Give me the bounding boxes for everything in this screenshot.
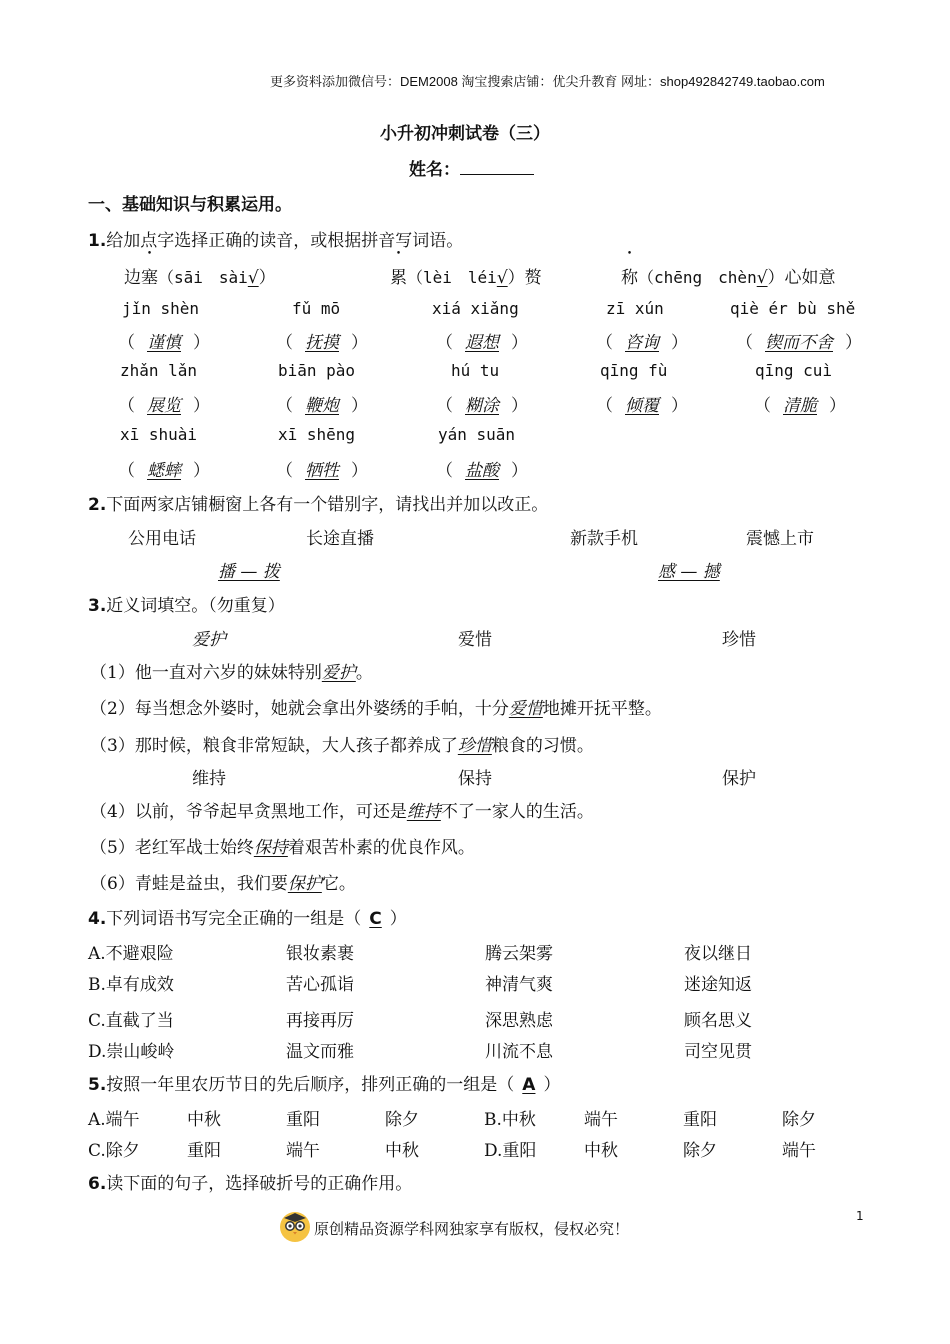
synonym-option: 爱护 — [192, 630, 226, 650]
pronunciation-item: 边塞（sāi sài√） — [124, 263, 276, 288]
pinyin: xī shēng — [278, 425, 356, 444]
shop-sign: 公用电话 — [128, 529, 196, 549]
word-answer: （ 咨询 ） — [596, 333, 688, 353]
option-word: 温文而雅 — [286, 1042, 354, 1062]
option-item: 中秋 — [385, 1141, 419, 1161]
pinyin: qīng fù — [600, 361, 668, 380]
option-item: 中秋 — [187, 1110, 221, 1130]
name-blank — [460, 158, 534, 175]
option-word: 腾云架雾 — [485, 944, 553, 964]
shop-sign: 震憾上市 — [746, 529, 814, 549]
word-answer: （ 谨慎 ） — [118, 333, 210, 353]
pinyin: zī xún — [606, 299, 664, 318]
option-item: 除夕 — [683, 1141, 717, 1161]
pinyin: qiè ér bù shě — [730, 299, 856, 318]
pronunciation-item: 称（chēng chèn√）心如意 — [621, 263, 836, 288]
option-item: D.重阳 — [484, 1141, 537, 1161]
answer-mark: √ — [247, 268, 259, 288]
synonym-option: 珍惜 — [722, 630, 756, 650]
fill-sentence: （3）那时候，粮食非常短缺，大人孩子都养成了珍惜粮食的习惯。 — [90, 736, 594, 756]
question-text: 按照一年里农历节日的先后顺序，排列正确的一组是（ — [106, 1075, 515, 1095]
option-item: A.端午 — [88, 1110, 140, 1130]
word-answer: （ 锲而不舍 ） — [736, 333, 862, 353]
word-answer: （ 抚摸 ） — [276, 333, 368, 353]
option-item: 重阳 — [286, 1110, 320, 1130]
fill-sentence: （1）他一直对六岁的妹妹特别爱护。 — [90, 663, 373, 683]
pinyin: jǐn shèn — [122, 299, 200, 318]
word-answer: （ 糊涂 ） — [436, 396, 528, 416]
word-answer: （ 牺牲 ） — [276, 461, 368, 481]
synonym-option: 爱惜 — [458, 630, 492, 650]
option-word: 川流不息 — [485, 1042, 553, 1062]
option-word: 苦心孤诣 — [286, 975, 354, 995]
pinyin: qīng cuì — [755, 361, 833, 380]
option-item: 中秋 — [584, 1141, 618, 1161]
option-item: 重阳 — [683, 1110, 717, 1130]
name-label: 姓名： — [409, 160, 460, 180]
word-answer: （ 倾覆 ） — [596, 396, 688, 416]
dotted-char: 塞 — [141, 268, 158, 288]
question-text: 读下面的句子，选择破折号的正确作用。 — [106, 1174, 413, 1194]
option-item: 除夕 — [385, 1110, 419, 1130]
option-item: 重阳 — [187, 1141, 221, 1161]
word-answer: （ 盐酸 ） — [436, 461, 528, 481]
answer-choice: C — [369, 909, 382, 929]
word-answer: （ 蟋蟀 ） — [118, 461, 210, 481]
option-word: 顾名思义 — [684, 1011, 752, 1031]
fill-sentence: （2）每当想念外婆时，她就会拿出外婆绣的手帕，十分爱惜地摊开抚平整。 — [90, 699, 662, 719]
word-answer: （ 展览 ） — [118, 396, 210, 416]
question-text: 近义词填空。（勿重复） — [106, 596, 285, 616]
word-answer: （ 鞭炮 ） — [276, 396, 368, 416]
question-5: 5.按照一年里农历节日的先后顺序，排列正确的一组是（ A ） — [88, 1075, 561, 1095]
header-note: 更多资料添加微信号：DEM2008 淘宝搜索店铺：优尖升教育 网址：shop492842749.taobao.com — [270, 74, 825, 89]
question-6 — [88, 1169, 412, 1194]
question-text: 下面两家店铺橱窗上各有一个错别字，请找出并加以改正。 — [106, 495, 549, 515]
section-heading: 一、基础知识与积累运用。 — [88, 195, 292, 215]
option-row: C.直截了当 — [88, 1011, 174, 1031]
page-title: 小升初冲刺试卷（三） — [380, 124, 550, 144]
synonym-option: 维持 — [192, 769, 226, 789]
question-number: 6. — [88, 1174, 107, 1194]
pinyin: biān pào — [278, 361, 356, 380]
name-field — [409, 155, 534, 180]
pinyin: hú tu — [451, 361, 500, 380]
question-number: 5. — [88, 1075, 107, 1095]
question-number: 4. — [88, 909, 107, 929]
option-row: A.不避艰险 — [88, 944, 174, 964]
option-word: 夜以继日 — [684, 944, 752, 964]
fill-sentence: （6）青蛙是益虫，我们要保护它。 — [90, 874, 356, 894]
answer-choice: A — [522, 1075, 536, 1095]
option-word: 迷途知返 — [684, 975, 752, 995]
option-item: 端午 — [782, 1141, 816, 1161]
option-word: 司空见贯 — [684, 1042, 752, 1062]
shop-sign: 长途直播 — [306, 529, 374, 549]
question-4: 4.下列词语书写完全正确的一组是（ C ） — [88, 909, 407, 929]
option-word: 神清气爽 — [485, 975, 553, 995]
question-3 — [88, 591, 285, 616]
question-text: 下列词语书写完全正确的一组是（ — [106, 909, 362, 929]
synonym-option: 保护 — [722, 769, 756, 789]
page-number: 1 — [856, 1209, 864, 1223]
correction: 播 — 拨 — [218, 562, 280, 582]
pinyin: xiá xiǎng — [432, 299, 519, 318]
option-item: 端午 — [286, 1141, 320, 1161]
question-number: 2. — [88, 495, 107, 515]
word-answer: （ 清脆 ） — [754, 396, 846, 416]
dotted-char: 称 — [621, 268, 638, 288]
question-number: 3. — [88, 596, 107, 616]
option-word: 再接再厉 — [286, 1011, 354, 1031]
option-row: D.崇山峻岭 — [88, 1042, 175, 1062]
option-row: B.卓有成效 — [88, 975, 174, 995]
synonym-option: 保持 — [458, 769, 492, 789]
option-word: 深思熟虑 — [485, 1011, 553, 1031]
pinyin: fǔ mō — [292, 299, 341, 318]
shop-sign: 新款手机 — [570, 529, 638, 549]
pinyin: xī shuài — [120, 425, 198, 444]
pinyin: yán suān — [438, 425, 516, 444]
answer-mark: √ — [756, 268, 768, 288]
question-text: 给加点字选择正确的读音，或根据拼音写词语。 — [106, 231, 464, 251]
word-answer: （ 遐想 ） — [436, 333, 528, 353]
question-1 — [88, 226, 463, 251]
option-item: C.除夕 — [88, 1141, 140, 1161]
fill-sentence: （4）以前，爷爷起早贪黑地工作，可还是维持不了一家人的生活。 — [90, 802, 594, 822]
pronunciation-item: 累（lèi léi√）赘 — [390, 263, 542, 288]
option-item: 端午 — [584, 1110, 618, 1130]
correction: 感 — 撼 — [658, 562, 720, 582]
option-item: B.中秋 — [484, 1110, 536, 1130]
answer-mark: √ — [496, 268, 508, 288]
fill-sentence: （5）老红军战士始终保持着艰苦朴素的优良作风。 — [90, 838, 475, 858]
question-2 — [88, 490, 548, 515]
option-item: 除夕 — [782, 1110, 816, 1130]
footer-copyright: 原创精品资源学科网独家享有版权，侵权必究！ — [314, 1220, 630, 1238]
pinyin: zhǎn lǎn — [120, 361, 198, 380]
question-number: 1. — [88, 231, 107, 251]
owl-logo-icon — [278, 1209, 312, 1243]
dotted-char: 累 — [390, 268, 407, 288]
option-word: 银妆素裹 — [286, 944, 354, 964]
